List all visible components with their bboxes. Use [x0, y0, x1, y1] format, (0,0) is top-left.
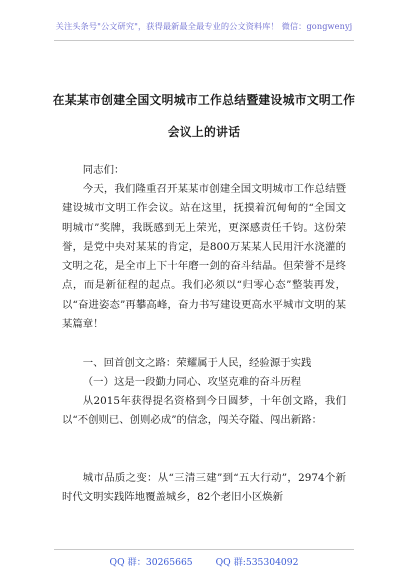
paragraph-opening: 今天，我们隆重召开某某市创建全国文明城市工作总结暨建设城市文明工作会议。站在这里，抚摸着沉甸甸的“全国文明城市”奖牌，我既感到无上荣光，更深感责任千钧。这份荣誉，是党中央对某某的肯定，是800万某某人民用汗水浇灌的文明之花，是全市上下十年磨一剑的奋斗结晶。但荣誉不是终点，而是新征程的起点。我们必须以“归零心态”整装再发，以“奋进姿态”再攀高峰，奋力书写建设更高水平城市文明的某某篇章！ — [62, 183, 346, 331]
footer — [0, 554, 408, 568]
section-heading-1: 一、回首创文之路：荣耀属于人民，经验源于实践 — [82, 357, 312, 369]
subsection-heading-1: （一）这是一段勤力同心、攻坚克难的奋斗历程 — [82, 376, 301, 388]
footer-divider — [54, 549, 354, 550]
footer-qq-group-1: QQ 群：30265665 — [109, 557, 193, 568]
footer-qq-group-2: QQ 群:535304092 — [215, 557, 299, 568]
document-title-line-1: 在某某市创建全国文明城市工作总结暨建设城市文明工作 — [52, 93, 356, 107]
header-banner: 关注头条号"公文研究"，获得最新最全最专业的公文资料库！ 微信：gongwenyj — [55, 21, 353, 31]
paragraph-city-quality: 城市品质之变：从“三清三建”到“五大行动”，2974个新时代文明实践阵地覆盖城乡，82个老旧小区焕新 — [62, 472, 346, 504]
header-divider — [54, 40, 354, 41]
document-title-line-2: 会议上的讲话 — [167, 125, 241, 139]
paragraph-history: 从2015年获得提名资格到今日圆梦，十年创文路，我们以“不创则已、创则必成”的信念，闯关夺隘、闯出新路： — [62, 395, 346, 427]
greeting: 同志们： — [82, 164, 125, 176]
